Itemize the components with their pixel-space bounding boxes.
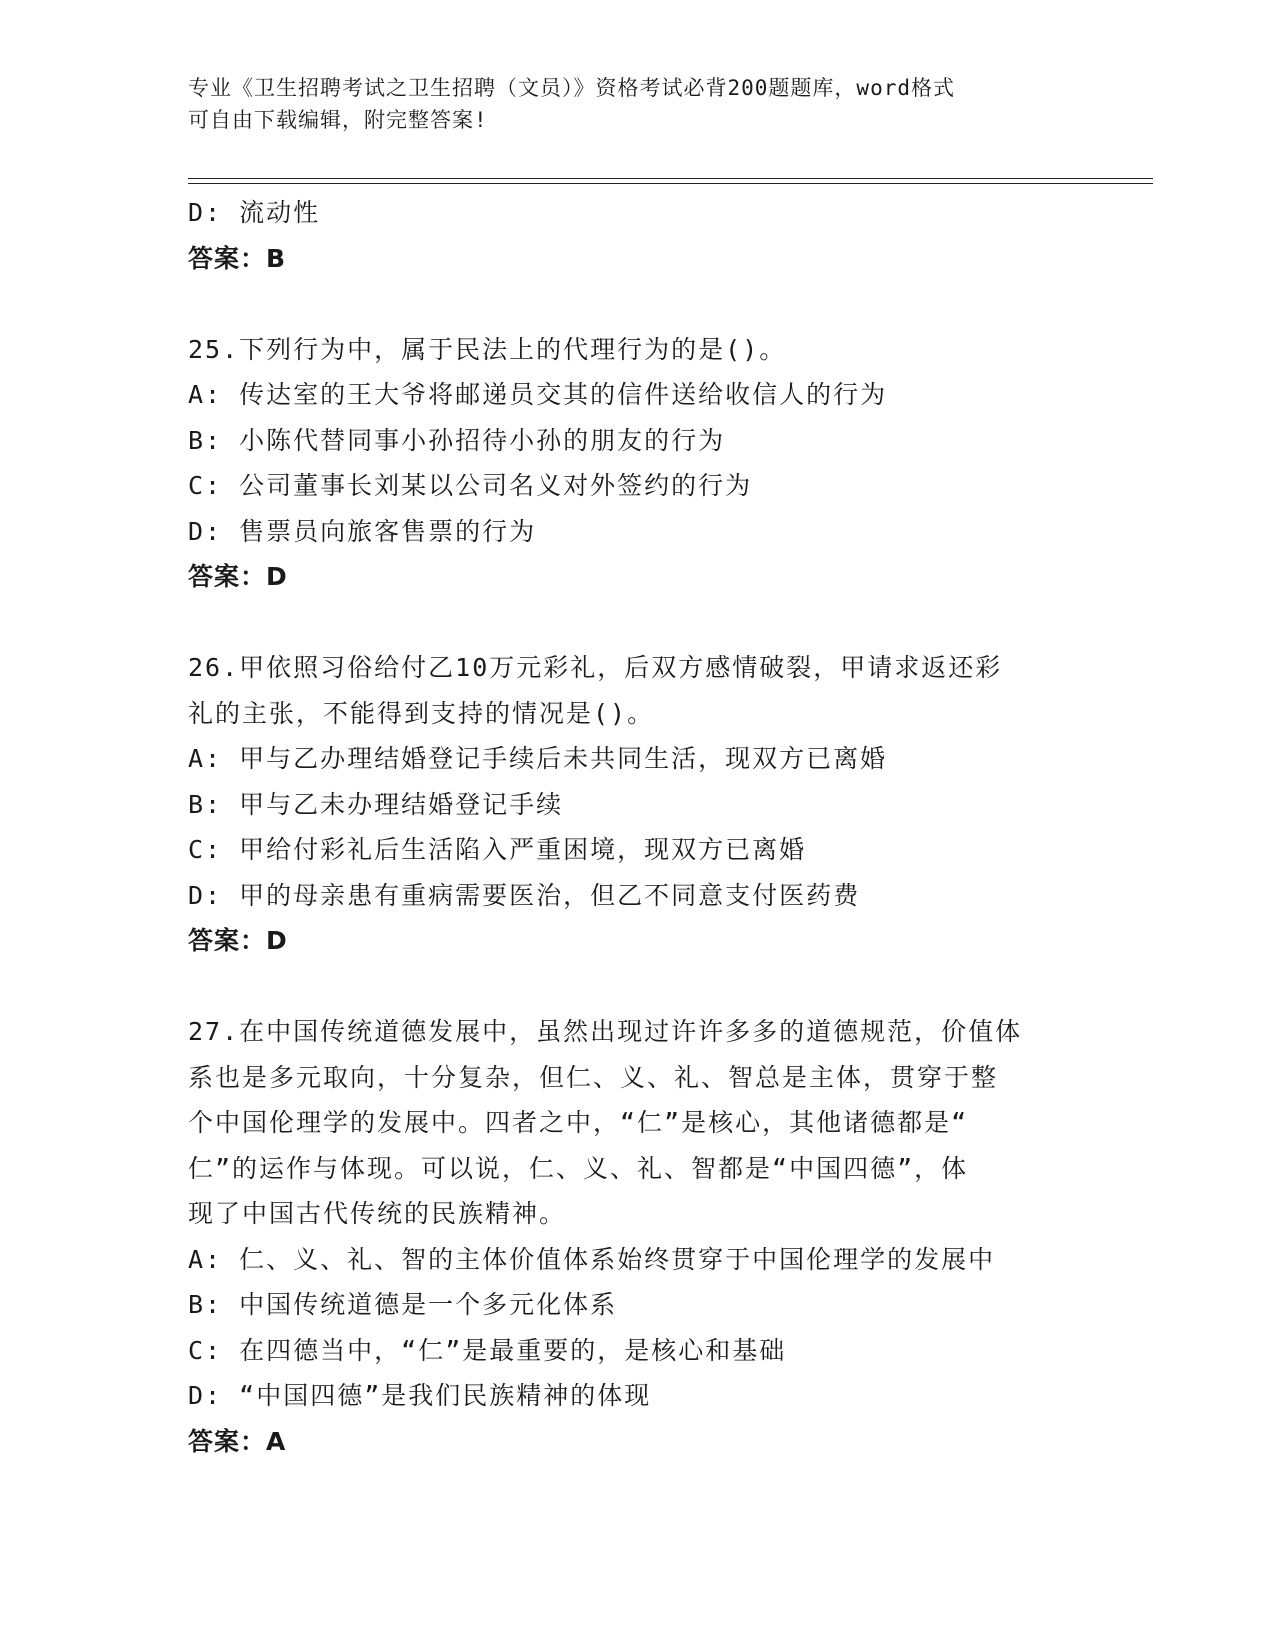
answer-line: 答案：B <box>188 243 287 273</box>
question-26 <box>188 645 1088 964</box>
question-stem-line: 仁”的运作与体现。可以说，仁、义、礼、智都是“中国四德”，体 <box>188 1153 969 1183</box>
question-stem-line: 26.甲依照习俗给付乙10万元彩礼，后双方感情破裂，甲请求返还彩 <box>188 653 1003 682</box>
question-stem-line: 现了中国古代传统的民族精神。 <box>188 1199 567 1228</box>
question-stem-line: 礼的主张，不能得到支持的情况是()。 <box>188 698 655 728</box>
option-d: D: 售票员向旅客售票的行为 <box>188 516 537 546</box>
option-c: C: 甲给付彩礼后生活陷入严重困境，现双方已离婚 <box>188 835 807 864</box>
option-a: A: 仁、义、礼、智的主体价值体系始终贯穿于中国伦理学的发展中 <box>188 1244 996 1274</box>
prev-question-tail <box>188 190 1088 281</box>
header-divider <box>188 178 1153 184</box>
spacer <box>188 600 1088 646</box>
question-25 <box>188 327 1088 600</box>
header-line-2: 可自由下载编辑，附完整答案! <box>188 108 488 132</box>
spacer <box>188 964 1088 1010</box>
answer-line: 答案：D <box>188 926 288 955</box>
option-a: A: 传达室的王大爷将邮递员交其的信件送给收信人的行为 <box>188 380 888 409</box>
spacer <box>188 281 1088 327</box>
answer-line: 答案：D <box>188 562 288 591</box>
answer-line: 答案：A <box>188 1426 287 1456</box>
option-b: B: 小陈代替同事小孙招待小孙的朋友的行为 <box>188 425 726 455</box>
header-line-1: 专业《卫生招聘考试之卫生招聘（文员）》资格考试必背200题题库，word格式 <box>188 76 955 100</box>
option-b: B: 甲与乙未办理结婚登记手续 <box>188 789 564 819</box>
document-header <box>188 72 1088 136</box>
option-d: D: “中国四德”是我们民族精神的体现 <box>188 1381 652 1410</box>
option-a: A: 甲与乙办理结婚登记手续后未共同生活，现双方已离婚 <box>188 744 888 773</box>
question-stem-line: 27.在中国传统道德发展中，虽然出现过许许多多的道德规范，价值体 <box>188 1017 1023 1046</box>
option-b: B: 中国传统道德是一个多元化体系 <box>188 1290 618 1319</box>
question-stem: 25.下列行为中，属于民法上的代理行为的是()。 <box>188 334 787 364</box>
option-c: C: 公司董事长刘某以公司名义对外签约的行为 <box>188 471 753 500</box>
option-d: D: 流动性 <box>188 198 321 227</box>
question-stem-line: 系也是多元取向，十分复杂，但仁、义、礼、智总是主体，贯穿于整 <box>188 1062 999 1092</box>
question-stem-line: 个中国伦理学的发展中。四者之中，“仁”是核心，其他诸德都是“ <box>188 1108 969 1137</box>
option-c: C: 在四德当中，“仁”是最重要的，是核心和基础 <box>188 1335 787 1365</box>
option-d: D: 甲的母亲患有重病需要医治，但乙不同意支付医药费 <box>188 880 861 910</box>
question-27 <box>188 1009 1088 1464</box>
question-list <box>188 190 1088 1464</box>
